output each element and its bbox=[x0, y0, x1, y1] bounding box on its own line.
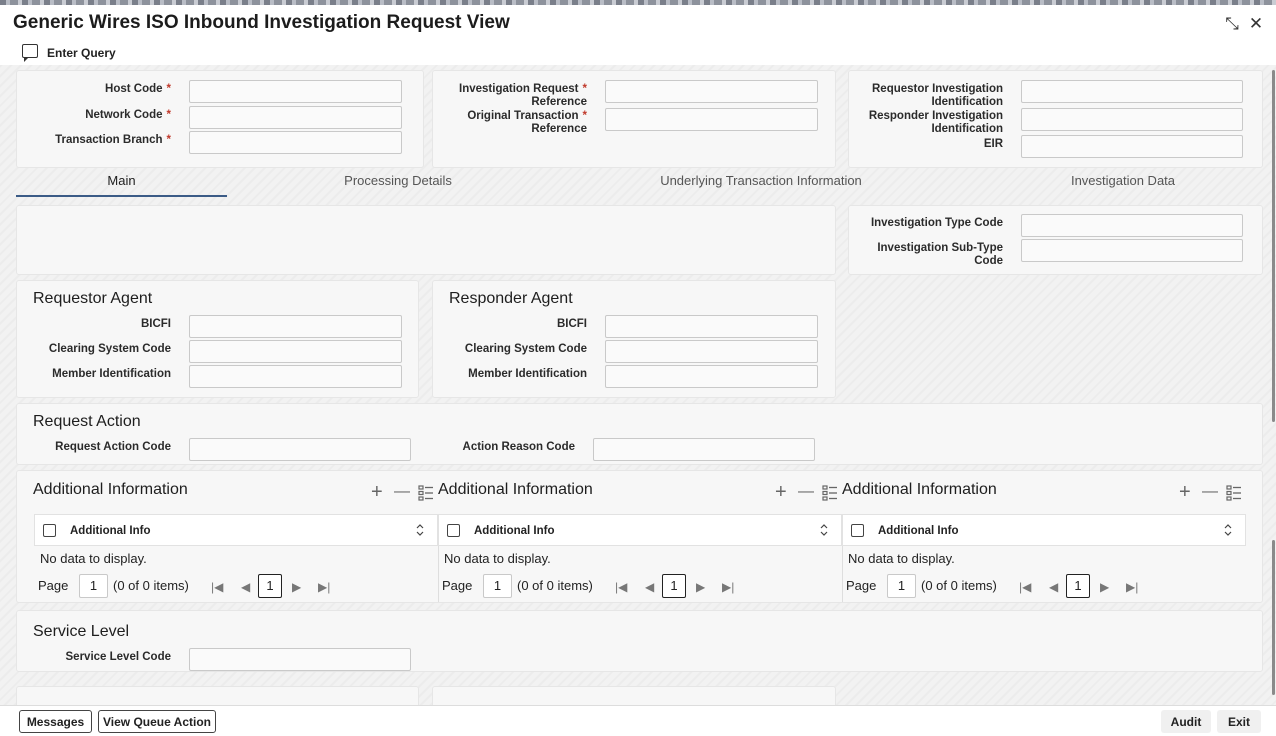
eir-label: EIR bbox=[983, 138, 1003, 150]
tab-processing-details[interactable]: Processing Details bbox=[344, 173, 452, 188]
page-number-input[interactable]: 1 bbox=[887, 574, 916, 598]
active-tab-indicator bbox=[16, 195, 227, 197]
original-transaction-reference-label: Original Transaction bbox=[467, 110, 579, 122]
tab-underlying-transaction-information[interactable]: Underlying Transaction Information bbox=[660, 173, 862, 188]
investigation-subtype-code-label: Investigation Sub-Type bbox=[877, 242, 1003, 254]
first-page-icon[interactable]: |◀ bbox=[211, 580, 224, 594]
requestor-bicfi-input[interactable] bbox=[189, 315, 402, 338]
additional-information-title: Additional Information bbox=[438, 481, 593, 498]
select-all-checkbox[interactable] bbox=[447, 524, 460, 537]
enter-query-icon[interactable] bbox=[22, 44, 38, 58]
tab-investigation-data[interactable]: Investigation Data bbox=[1070, 173, 1176, 188]
current-page-button[interactable]: 1 bbox=[662, 574, 686, 598]
column-additional-info[interactable]: Additional Info bbox=[878, 525, 959, 537]
sort-icon[interactable] bbox=[416, 524, 424, 536]
action-reason-code-label: Action Reason Code bbox=[462, 441, 575, 453]
tab-main[interactable]: Main bbox=[107, 173, 136, 188]
previous-page-icon[interactable]: ◀ bbox=[1049, 580, 1059, 594]
header-panel-middle: Investigation Request * Reference Original Transaction * Reference bbox=[432, 70, 836, 168]
select-all-checkbox[interactable] bbox=[43, 524, 56, 537]
first-page-icon[interactable]: |◀ bbox=[1019, 580, 1032, 594]
no-data-message: No data to display. bbox=[848, 551, 955, 566]
grid-header bbox=[34, 514, 438, 546]
requestor-agent-panel bbox=[16, 280, 419, 398]
request-action-code-input[interactable] bbox=[189, 438, 411, 461]
responder-member-identification-label: Member Identification bbox=[468, 368, 587, 380]
grid-header bbox=[842, 514, 1246, 546]
requestor-member-identification-input[interactable] bbox=[189, 365, 402, 388]
add-row-icon[interactable]: + bbox=[775, 481, 787, 503]
network-code-input[interactable] bbox=[189, 106, 402, 129]
view-queue-action-button[interactable]: View Queue Action bbox=[98, 710, 216, 733]
action-reason-code-input[interactable] bbox=[593, 438, 815, 461]
requestor-clearing-system-code-input[interactable] bbox=[189, 340, 402, 363]
messages-button[interactable]: Messages bbox=[19, 710, 92, 733]
add-row-icon[interactable]: + bbox=[1179, 481, 1191, 503]
page-label: Page bbox=[38, 578, 69, 593]
investigation-type-code-input[interactable] bbox=[1021, 214, 1243, 237]
toolbar bbox=[0, 41, 1276, 65]
responder-bicfi-label: BICFI bbox=[556, 318, 587, 330]
title-bar bbox=[0, 5, 1276, 41]
sort-icon[interactable] bbox=[820, 524, 828, 536]
header-panel-right: Requestor Investigation Identification Responder Investigation Identification EIR bbox=[848, 70, 1263, 168]
items-count: (0 of 0 items) bbox=[921, 578, 997, 593]
select-all-checkbox[interactable] bbox=[851, 524, 864, 537]
investigation-type-code-label: Investigation Type Code bbox=[870, 217, 1003, 229]
grid-header bbox=[438, 514, 842, 546]
maximize-icon[interactable]: ⤡ bbox=[1225, 14, 1239, 33]
responder-clearing-system-code-input[interactable] bbox=[605, 340, 818, 363]
next-page-icon[interactable]: ▶ bbox=[1100, 580, 1110, 594]
column-additional-info[interactable]: Additional Info bbox=[70, 525, 151, 537]
last-page-icon[interactable]: ▶| bbox=[1126, 580, 1139, 594]
page-number-input[interactable]: 1 bbox=[483, 574, 512, 598]
request-action-panel bbox=[16, 403, 1263, 465]
single-record-view-icon[interactable] bbox=[822, 485, 838, 501]
scrollbar-thumb[interactable] bbox=[1272, 70, 1275, 422]
additional-information-title: Additional Information bbox=[842, 481, 997, 498]
investigation-request-reference-label: Investigation Request bbox=[459, 83, 579, 95]
original-transaction-reference-input[interactable] bbox=[605, 108, 818, 131]
audit-button[interactable]: Audit bbox=[1161, 710, 1211, 733]
exit-button[interactable]: Exit bbox=[1217, 710, 1261, 733]
additional-information-panel bbox=[16, 470, 1263, 603]
scrollbar-thumb-lower[interactable] bbox=[1272, 540, 1275, 695]
page-label: Page bbox=[846, 578, 877, 593]
delete-row-icon[interactable]: — bbox=[798, 483, 814, 500]
investigation-type-panel: Investigation Type Code Investigation Sub-Type Code bbox=[848, 205, 1263, 275]
lower-panel-left bbox=[16, 686, 419, 705]
responder-clearing-system-code-label: Clearing System Code bbox=[464, 343, 587, 355]
lower-panel-right bbox=[432, 686, 836, 705]
last-page-icon[interactable]: ▶| bbox=[318, 580, 331, 594]
required-marker: * bbox=[166, 83, 171, 95]
responder-bicfi-input[interactable] bbox=[605, 315, 818, 338]
header-panel-left bbox=[16, 70, 424, 168]
delete-row-icon[interactable]: — bbox=[1202, 483, 1218, 500]
form-content bbox=[0, 65, 1276, 705]
close-icon[interactable]: ✕ bbox=[1248, 14, 1264, 33]
current-page-button[interactable]: 1 bbox=[258, 574, 282, 598]
service-level-code-label: Service Level Code bbox=[65, 651, 171, 663]
required-marker: * bbox=[582, 83, 587, 95]
requestor-agent-title: Requestor Agent bbox=[33, 290, 153, 307]
requestor-investigation-identification-input[interactable] bbox=[1021, 80, 1243, 103]
required-marker: * bbox=[166, 134, 171, 146]
required-marker: * bbox=[166, 109, 171, 121]
service-level-title: Service Level bbox=[33, 623, 130, 640]
previous-page-icon[interactable]: ◀ bbox=[241, 580, 251, 594]
enter-query-button[interactable]: Enter Query bbox=[47, 46, 116, 60]
requestor-member-identification-label: Member Identification bbox=[52, 368, 171, 380]
page-number-input[interactable]: 1 bbox=[79, 574, 108, 598]
main-blank-panel bbox=[16, 205, 836, 275]
no-data-message: No data to display. bbox=[444, 551, 551, 566]
responder-agent-panel bbox=[432, 280, 836, 398]
responder-member-identification-input[interactable] bbox=[605, 365, 818, 388]
next-page-icon[interactable]: ▶ bbox=[292, 580, 302, 594]
request-action-title: Request Action bbox=[33, 413, 141, 430]
no-data-message: No data to display. bbox=[40, 551, 147, 566]
additional-information-title: Additional Information bbox=[33, 481, 188, 498]
responder-investigation-identification-input[interactable] bbox=[1021, 108, 1243, 131]
last-page-icon[interactable]: ▶| bbox=[722, 580, 735, 594]
sort-icon[interactable] bbox=[1224, 524, 1232, 536]
required-marker: * bbox=[582, 110, 587, 122]
request-action-code-label: Request Action Code bbox=[55, 441, 171, 453]
requestor-clearing-system-code-label: Clearing System Code bbox=[48, 343, 171, 355]
requestor-investigation-identification-label: Requestor Investigation bbox=[872, 83, 1003, 95]
service-level-panel bbox=[16, 610, 1263, 672]
current-page-button[interactable]: 1 bbox=[1066, 574, 1090, 598]
window-title: Generic Wires ISO Inbound Investigation Request View bbox=[13, 12, 510, 33]
column-additional-info[interactable]: Additional Info bbox=[474, 525, 555, 537]
add-row-icon[interactable]: + bbox=[371, 481, 383, 503]
items-count: (0 of 0 items) bbox=[517, 578, 593, 593]
network-code-label: Network Code bbox=[85, 109, 163, 121]
page-label: Page bbox=[442, 578, 473, 593]
service-level-code-input[interactable] bbox=[189, 648, 411, 671]
investigation-request-reference-input[interactable] bbox=[605, 80, 818, 103]
delete-row-icon[interactable]: — bbox=[394, 483, 410, 500]
responder-agent-title: Responder Agent bbox=[449, 290, 573, 307]
next-page-icon[interactable]: ▶ bbox=[696, 580, 706, 594]
previous-page-icon[interactable]: ◀ bbox=[645, 580, 655, 594]
single-record-view-icon[interactable] bbox=[1226, 485, 1242, 501]
first-page-icon[interactable]: |◀ bbox=[615, 580, 628, 594]
transaction-branch-label: Transaction Branch bbox=[55, 134, 163, 146]
requestor-bicfi-label: BICFI bbox=[140, 318, 171, 330]
host-code-input[interactable] bbox=[189, 80, 402, 103]
investigation-subtype-code-input[interactable] bbox=[1021, 239, 1243, 262]
transaction-branch-input[interactable] bbox=[189, 131, 402, 154]
footer-bar bbox=[0, 705, 1276, 736]
items-count: (0 of 0 items) bbox=[113, 578, 189, 593]
host-code-label: Host Code bbox=[105, 83, 163, 95]
single-record-view-icon[interactable] bbox=[418, 485, 434, 501]
responder-investigation-identification-label: Responder Investigation bbox=[868, 110, 1003, 122]
eir-input[interactable] bbox=[1021, 135, 1243, 158]
